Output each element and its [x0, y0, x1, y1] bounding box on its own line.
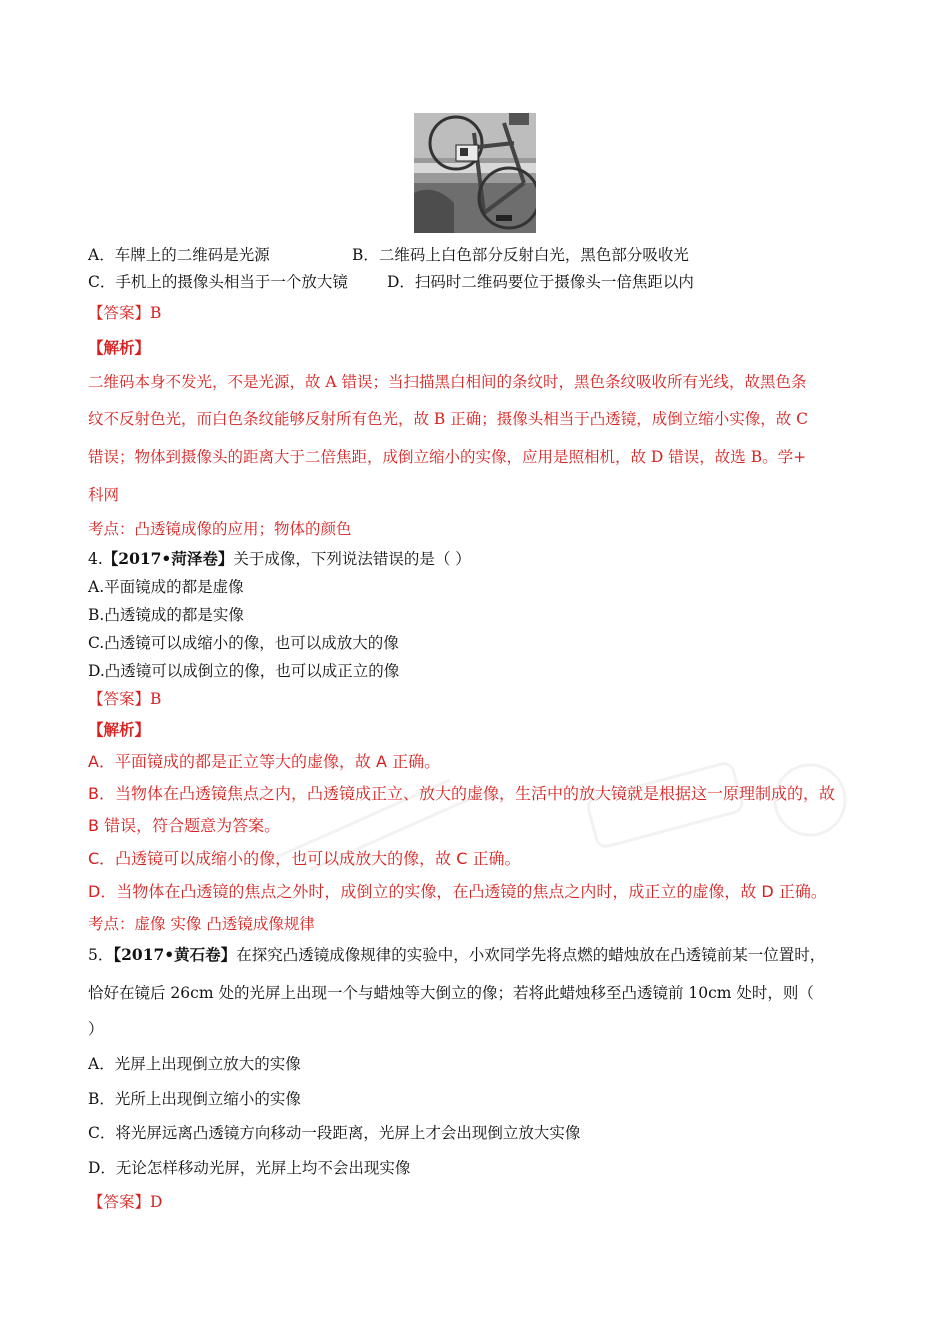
q5-answer: 【答案】D — [88, 1193, 163, 1211]
q3-option-a: A．车牌上的二维码是光源 — [88, 246, 270, 264]
q4-source: 【2017•菏泽卷】 — [102, 549, 234, 568]
q3-analysis-line-4: 科网 — [88, 486, 120, 504]
q4-answer: 【答案】B — [88, 690, 162, 708]
q5-option-a: A．光屏上出现倒立放大的实像 — [88, 1055, 301, 1073]
q3-analysis-label: 【解析】 — [88, 338, 151, 357]
q4-option-b: B.凸透镜成的都是实像 — [88, 606, 244, 624]
q3-analysis-line-2: 纹不反射色光，而白色条纹能够反射所有色光，故 B 正确；摄像头相当于凸透镜，成倒立缩小实像，故 C — [88, 410, 809, 428]
q4-analysis-label: 【解析】 — [88, 720, 151, 739]
q4-analysis-line-4: C．凸透镜可以成缩小的像，也可以成放大的像，故 C 正确。 — [88, 849, 521, 868]
q5-option-c: C．将光屏远离凸透镜方向移动一段距离，光屏上才会出现倒立放大实像 — [88, 1124, 581, 1142]
q4-analysis-line-3: B 错误，符合题意为答案。 — [88, 816, 281, 835]
q3-answer: 【答案】B — [88, 304, 162, 322]
q5-stem-line-3: ） — [88, 1020, 104, 1038]
q3-analysis-line-1: 二维码本身不发光，不是光源，故 A 错误；当扫描黑白相间的条纹时，黑色条纹吸收所有光线，故黑色条 — [88, 373, 807, 391]
q4-stem-text: 关于成像，下列说法错误的是（ ） — [233, 550, 471, 568]
q4-option-c: C.凸透镜可以成缩小的像，也可以成放大的像 — [88, 634, 399, 652]
q3-option-b: B．二维码上白色部分反射白光，黑色部分吸收光 — [352, 246, 689, 264]
q3-analysis-line-3: 错误；物体到摄像头的距离大于二倍焦距，成倒立缩小的实像，应用是照相机，故 D 错误，故选 B。学+ — [88, 448, 807, 466]
q3-option-d: D．扫码时二维码要位于摄像头一倍焦距以内 — [387, 273, 694, 291]
q3-points: 考点：凸透镜成像的应用；物体的颜色 — [88, 520, 352, 538]
q5-option-b: B．光所上出现倒立缩小的实像 — [88, 1090, 301, 1108]
q5-stem-line-2: 恰好在镜后 26cm 处的光屏上出现一个与蜡烛等大倒立的像；若将此蜡烛移至凸透镜前 10cm 处时，则（ — [88, 984, 814, 1002]
q5-option-d: D．无论怎样移动光屏，光屏上均不会出现实像 — [88, 1159, 411, 1177]
q4-analysis-line-5: D．当物体在凸透镜的焦点之外时，成倒立的实像，在凸透镜的焦点之内时，成正立的虚像，故 D 正确。 — [88, 882, 827, 901]
q4-stem — [88, 548, 471, 570]
q4-points: 考点：虚像 实像 凸透镜成像规律 — [88, 915, 315, 933]
q5-number: 5． — [88, 946, 114, 964]
q4-option-a: A.平面镜成的都是虚像 — [88, 578, 244, 596]
q5-stem-text: 在探究凸透镜成像规律的实验中，小欢同学先将点燃的蜡烛放在凸透镜前某一位置时， — [236, 946, 826, 964]
q4-analysis-line-1: A．平面镜成的都是正立等大的虚像，故 A 正确。 — [88, 752, 441, 771]
q4-analysis-line-2: B．当物体在凸透镜焦点之内，凸透镜成正立、放大的虚像，生活中的放大镜就是根据这一原理制成的，故 — [88, 784, 835, 803]
q3-option-c: C．手机上的摄像头相当于一个放大镜 — [88, 273, 348, 291]
bicycle-photo — [414, 113, 536, 233]
q5-stem-line-1 — [88, 944, 825, 966]
q5-source: 【2017•黄石卷】 — [113, 945, 237, 964]
q4-number: 4. — [88, 550, 103, 568]
q4-option-d: D.凸透镜可以成倒立的像，也可以成正立的像 — [88, 662, 400, 680]
